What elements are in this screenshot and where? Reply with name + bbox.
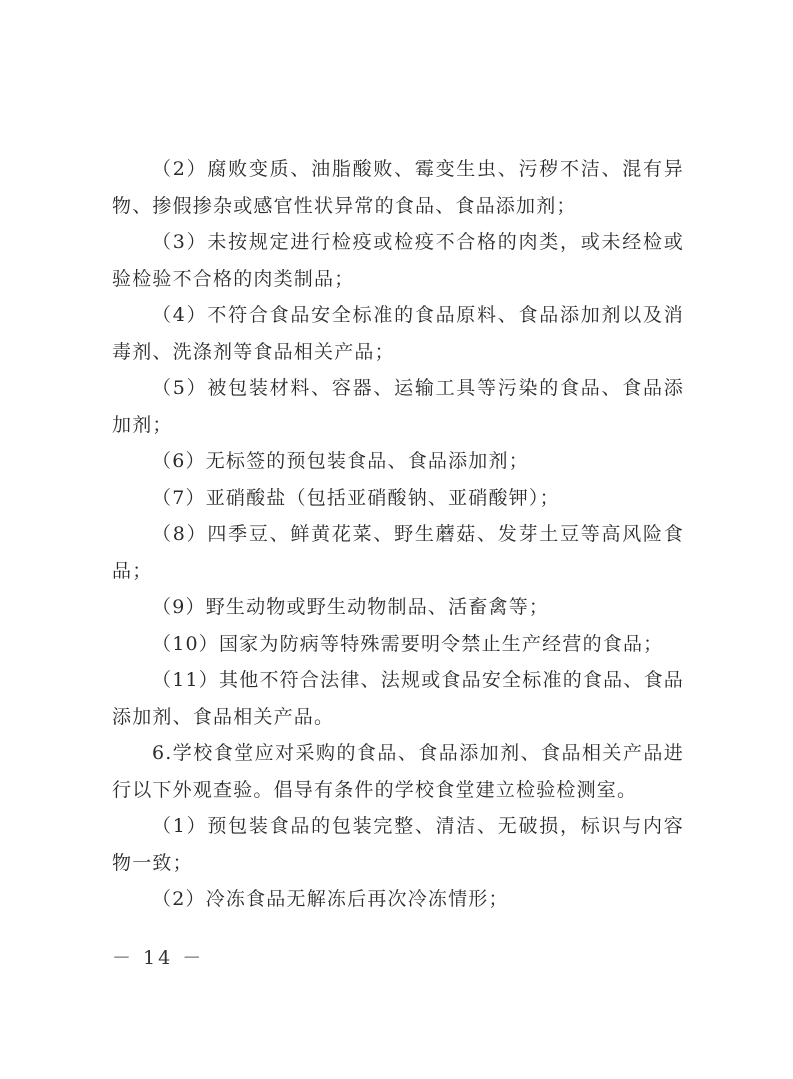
list-item: （9）野生动物或野生动物制品、活畜禽等； [152,596,550,618]
list-item: （4）不符合食品安全标准的食品原料、食品添加剂以及消毒剂、洗涤剂等食品相关产品； [112,304,684,363]
list-item: （3）未按规定进行检疫或检疫不合格的肉类，或未经检或验检验不合格的肉类制品； [112,231,684,290]
list-item: （7）亚硝酸盐（包括亚硝酸钠、亚硝酸钾）； [152,486,560,509]
list-item: （6）无标签的预包装食品、食品添加剂； [152,450,529,472]
list-item: （10）国家为防病等特殊需要明令禁止生产经营的食品； [152,632,664,655]
list-item: （11）其他不符合法律、法规或食品安全标准的食品、食品添加剂、食品相关产品。 [112,669,684,728]
list-item: （2）腐败变质、油脂酸败、霉变生虫、污秽不洁、混有异物、掺假掺杂或感官性状异常的食品、食品添加剂； [112,158,684,217]
body-text [112,151,684,918]
list-item: （2）冷冻食品无解冻后再次冷冻情形； [152,888,509,910]
list-item: （5）被包装材料、容器、运输工具等污染的食品、食品添加剂； [112,377,684,436]
list-item: （1）预包装食品的包装完整、清洁、无破损，标识与内容物一致； [112,815,684,874]
section-paragraph: 6.学校食堂应对采购的食品、食品添加剂、食品相关产品进行以下外观查验。倡导有条件的学校食堂建立检验检测室。 [112,742,684,801]
page-number: － 14 － [112,947,205,969]
list-item: （8）四季豆、鲜黄花菜、野生蘑菇、发芽土豆等高风险食品； [112,523,684,582]
